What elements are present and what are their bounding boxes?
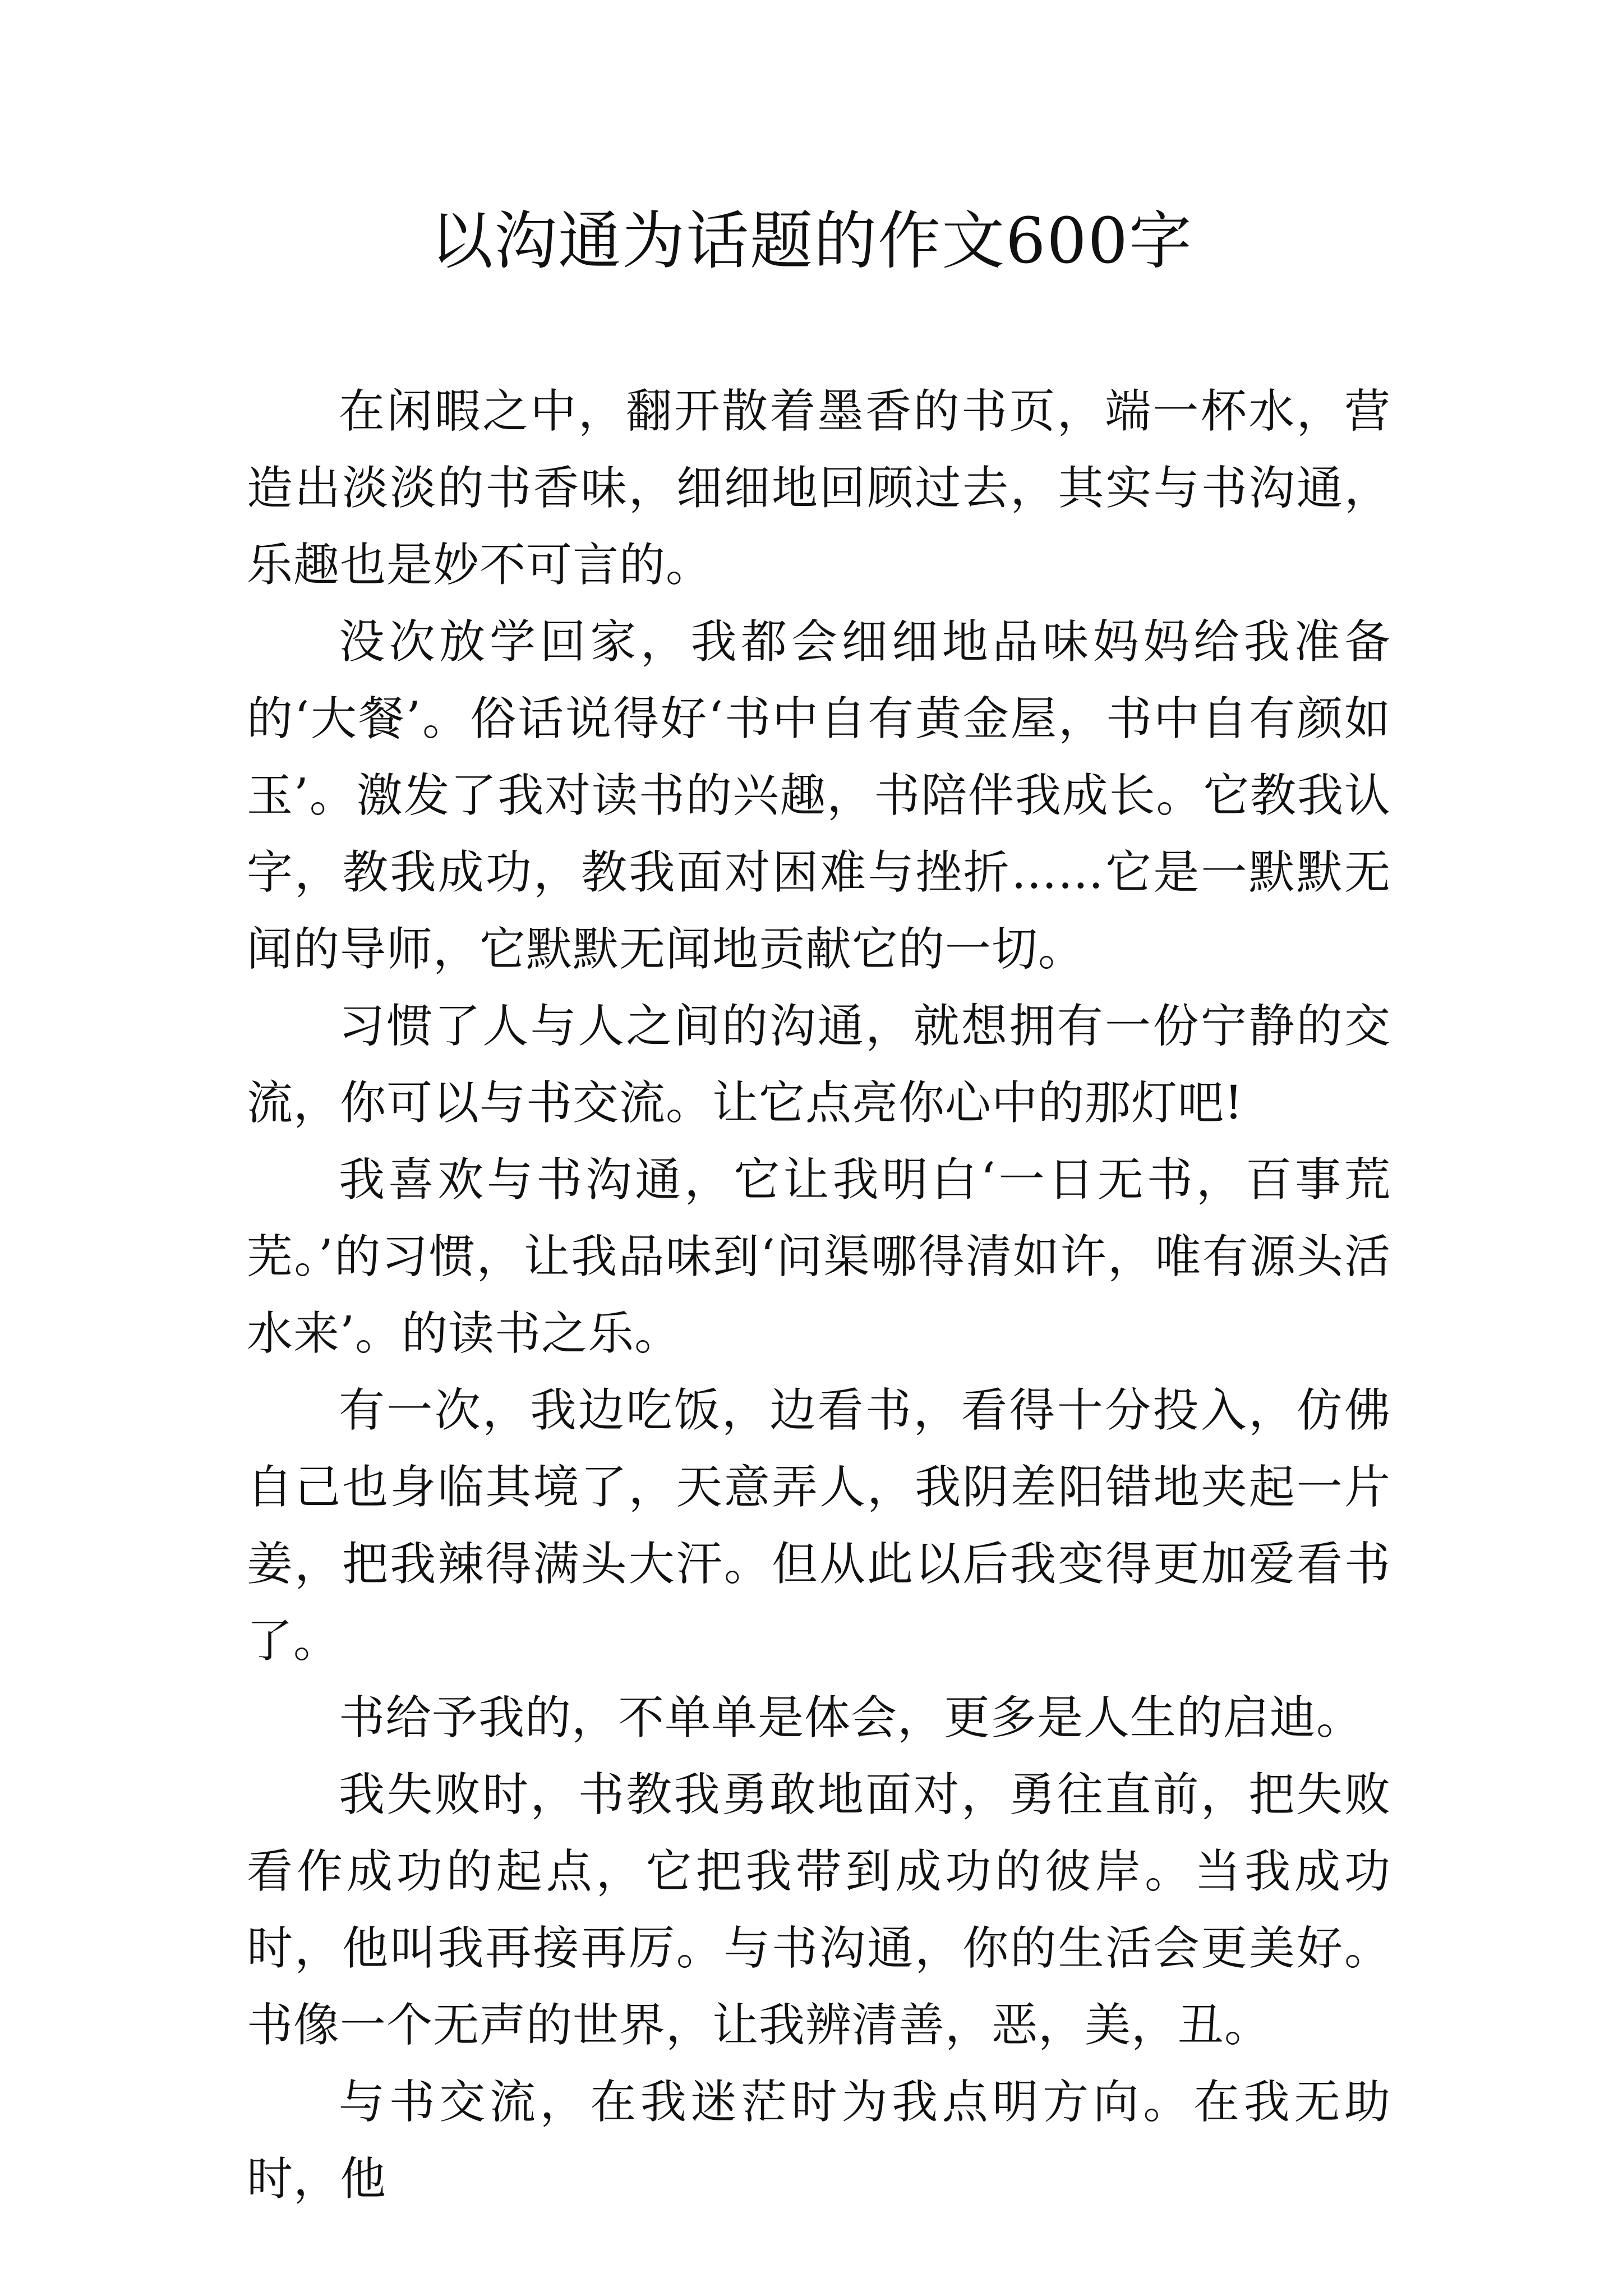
- paragraph: 没次放学回家，我都会细细地品味妈妈给我准备的‘大餐’。俗话说得好‘书中自有黄金屋，书中自有颜如玉’。激发了我对读书的兴趣，书陪伴我成长。它教我认字，教我成功，教我面对困难与挫折……它是一默默无闻的导师，它默默无闻地贡献它的一切。: [247, 615, 1391, 976]
- paragraph: 有一次，我边吃饭，边看书，看得十分投入，仿佛自己也身临其境了，天意弄人，我阴差阳错地夹起一片姜，把我辣得满头大汗。但从此以后我变得更加爱看书了。: [247, 1384, 1391, 1668]
- paragraph: 习惯了人与人之间的沟通，就想拥有一份宁静的交流，你可以与书交流。让它点亮你心中的那灯吧!: [247, 1000, 1391, 1130]
- paragraph: 在闲暇之中，翻开散着墨香的书页，端一杯水，营造出淡淡的书香味，细细地回顾过去，其实与书沟通，乐趣也是妙不可言的。: [247, 385, 1391, 592]
- paragraph: 与书交流，在我迷茫时为我点明方向。在我无助时，他: [247, 2076, 1391, 2206]
- document-body: [247, 373, 1391, 2217]
- document-title: 以沟通为话题的作文600字: [430, 205, 1193, 278]
- paragraph: 我喜欢与书沟通，它让我明白‘一日无书，百事荒芜。’的习惯，让我品味到‘问渠哪得清如许，唯有源头活水来’。的读书之乐。: [247, 1153, 1391, 1360]
- paragraph: 书给予我的，不单单是体会，更多是人生的启迪。: [339, 1691, 1363, 1745]
- paragraph: 我失败时，书教我勇敢地面对，勇往直前，把失败看作成功的起点，它把我带到成功的彼岸。当我成功时，他叫我再接再厉。与书沟通，你的生活会更美好。书像一个无声的世界，让我辨清善，恶，美，丑。: [247, 1768, 1391, 2052]
